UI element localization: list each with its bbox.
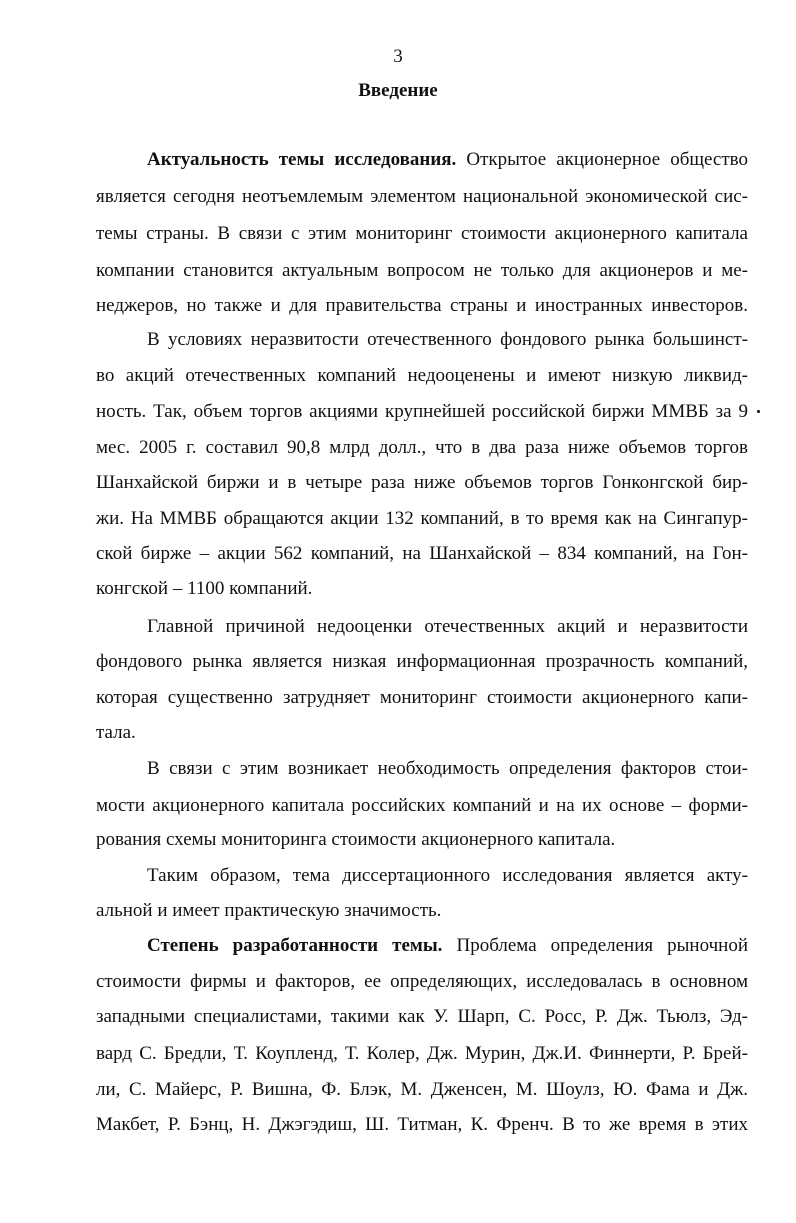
paragraph-line: конгской – 1100 компаний. <box>96 578 313 599</box>
paragraph-line: Таким образом, тема диссертационного исследования является акту- <box>147 865 748 886</box>
paragraph-line: ли, С. Майерс, Р. Вишна, Ф. Блэк, М. Дженсен, М. Шоулз, Ю. Фама и Дж. <box>96 1079 748 1100</box>
paragraph-line: Макбет, Р. Бэнц, Н. Джэгэдиш, Ш. Титман, К. Френч. В то же время в этих <box>96 1114 748 1135</box>
paragraph-line: фондового рынка является низкая информационная прозрачность компаний, <box>96 651 748 672</box>
section-heading: Актуальность темы исследования. <box>147 149 457 170</box>
paragraph-line: Степень разработанности темы. Проблема определения рыночной <box>147 935 748 956</box>
paragraph-line: мости акционерного капитала российских компаний и на их основе – форми- <box>96 795 748 816</box>
page-title: Введение <box>358 80 438 101</box>
paragraph-line: Шанхайской биржи и в четыре раза ниже объемов торгов Гонконгской бир- <box>96 472 748 493</box>
paragraph-line: которая существенно затрудняет мониторинг стоимости акционерного капи- <box>96 687 748 708</box>
paragraph-line: ской бирже – акции 562 компаний, на Шанхайской – 834 компаний, на Гон- <box>96 543 748 564</box>
section-heading: Степень разработанности темы. <box>147 935 443 956</box>
paragraph-line: Актуальность темы исследования. Открытое акционерное общество <box>147 149 748 170</box>
scan-speck <box>757 410 760 413</box>
paragraph-line: компании становится актуальным вопросом не только для акционеров и ме- <box>96 260 748 281</box>
paragraph-line: неджеров, но также и для правительства страны и иностранных инвесторов. <box>96 295 748 316</box>
paragraph-line: жи. На ММВБ обращаются акции 132 компаний, в то время как на Сингапур- <box>96 508 748 529</box>
paragraph-line: В связи с этим возникает необходимость определения факторов стои- <box>147 758 748 779</box>
paragraph-line: рования схемы мониторинга стоимости акционерного капитала. <box>96 829 616 850</box>
paragraph-line: тала. <box>96 722 136 743</box>
paragraph-line: стоимости фирмы и факторов, ее определяющих, исследовалась в основном <box>96 971 748 992</box>
paragraph-line: Главной причиной недооценки отечественных акций и неразвитости <box>147 616 748 637</box>
paragraph-line: альной и имеет практическую значимость. <box>96 900 442 921</box>
paragraph-line: В условиях неразвитости отечественного фондового рынка большинст- <box>147 329 748 350</box>
paragraph-line: является сегодня неотъемлемым элементом национальной экономической сис- <box>96 186 748 207</box>
paragraph-line: мес. 2005 г. составил 90,8 млрд долл., что в два раза ниже объемов торгов <box>96 437 748 458</box>
paragraph-line: ность. Так, объем торгов акциями крупнейшей российской биржи ММВБ за 9 <box>96 401 748 422</box>
paragraph-line: вард С. Бредли, Т. Коупленд, Т. Колер, Дж. Мурин, Дж.И. Финнерти, Р. Брей- <box>96 1043 748 1064</box>
paragraph-line: западными специалистами, такими как У. Шарп, С. Росс, Р. Дж. Тьюлз, Эд- <box>96 1006 748 1027</box>
paragraph-line: во акций отечественных компаний недооценены и имеют низкую ликвид- <box>96 365 748 386</box>
paragraph-line: темы страны. В связи с этим мониторинг стоимости акционерного капитала <box>96 223 748 244</box>
page-number: 3 <box>393 46 403 67</box>
